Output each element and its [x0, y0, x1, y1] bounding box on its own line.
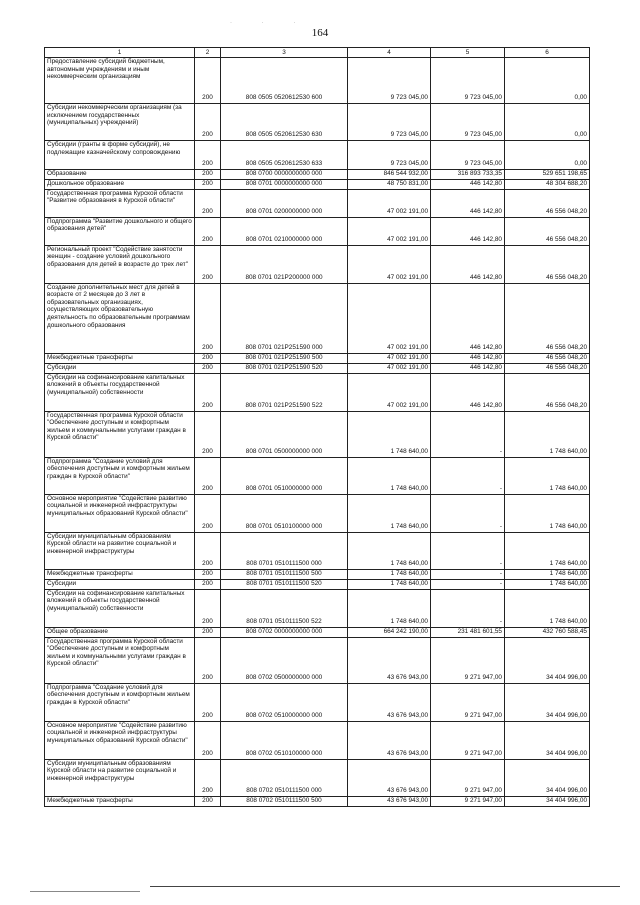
- row-name-cell: Межбюджетные трансферты: [45, 353, 195, 363]
- row-vr-cell: 200: [195, 104, 221, 141]
- row-code-cell: 808 0701 0500000000 000: [221, 411, 348, 457]
- row-col5-cell: 446 142,80: [431, 283, 505, 353]
- row-vr-cell: 200: [195, 411, 221, 457]
- row-col6-cell: 1 748 640,00: [505, 494, 590, 532]
- row-col4-cell: 43 676 943,00: [348, 796, 431, 806]
- row-col5-cell: 9 723 045,00: [431, 141, 505, 170]
- table-row: [45, 721, 590, 759]
- row-name-cell: Субсидии муниципальным образованиям Курской области на развитие социальной и инженерной инфраструктуры: [45, 532, 195, 569]
- table-row: [45, 759, 590, 796]
- row-code-cell: 808 0702 0500000000 000: [221, 637, 348, 683]
- row-name-cell: Создание дополнительных мест для детей в возрасте от 2 месяцев до 3 лет в образовательных организациях, осуществляющих образовательную деятельность по образовательным программам дошкольного образования: [45, 283, 195, 353]
- row-col6-cell: 0,00: [505, 141, 590, 170]
- table-row: [45, 363, 590, 373]
- row-vr-cell: 200: [195, 170, 221, 180]
- row-col6-cell: 1 748 640,00: [505, 589, 590, 627]
- row-code-cell: 808 0701 021P200000 000: [221, 245, 348, 283]
- header-cell: 5: [431, 48, 505, 58]
- table-header-row: [45, 48, 590, 58]
- row-col6-cell: 46 556 048,20: [505, 283, 590, 353]
- row-col6-cell: 1 748 640,00: [505, 411, 590, 457]
- page-number: 164: [311, 27, 329, 39]
- row-vr-cell: 200: [195, 457, 221, 494]
- row-col5-cell: -: [431, 589, 505, 627]
- row-code-cell: 808 0701 0510111500 500: [221, 569, 348, 579]
- row-name-cell: Образование: [45, 170, 195, 180]
- page-bottom-rule-left: [30, 891, 140, 892]
- table-row: [45, 104, 590, 141]
- table-row: [45, 589, 590, 627]
- table-row: [45, 353, 590, 363]
- row-col6-cell: 48 304 688,20: [505, 179, 590, 189]
- row-vr-cell: 200: [195, 569, 221, 579]
- table-row: [45, 283, 590, 353]
- header-cell: 6: [505, 48, 590, 58]
- row-code-cell: 808 0701 021P251590 000: [221, 283, 348, 353]
- row-name-cell: Государственная программа Курской области "Развитие образования в Курской области": [45, 189, 195, 217]
- row-code-cell: 808 0701 0510100000 000: [221, 494, 348, 532]
- row-code-cell: 808 0701 0000000000 000: [221, 179, 348, 189]
- row-col6-cell: 1 748 640,00: [505, 457, 590, 494]
- row-vr-cell: 200: [195, 579, 221, 589]
- row-col5-cell: 446 142,80: [431, 179, 505, 189]
- row-vr-cell: 200: [195, 217, 221, 245]
- row-vr-cell: 200: [195, 637, 221, 683]
- row-code-cell: 808 0701 021P251590 522: [221, 373, 348, 411]
- row-col5-cell: 9 271 947,00: [431, 796, 505, 806]
- budget-table-body: [45, 48, 590, 807]
- row-col4-cell: 846 544 932,00: [348, 170, 431, 180]
- row-col6-cell: 34 404 996,00: [505, 759, 590, 796]
- row-code-cell: 808 0702 0000000000 000: [221, 627, 348, 637]
- table-row: [45, 189, 590, 217]
- row-vr-cell: 200: [195, 245, 221, 283]
- row-col4-cell: 43 676 943,00: [348, 759, 431, 796]
- row-col5-cell: 9 723 045,00: [431, 58, 505, 104]
- row-code-cell: 808 0505 0520612530 630: [221, 104, 348, 141]
- row-col6-cell: 46 556 048,20: [505, 245, 590, 283]
- row-col4-cell: 1 748 640,00: [348, 579, 431, 589]
- row-code-cell: 808 0505 0520612530 600: [221, 58, 348, 104]
- row-name-cell: Субсидии на софинансирование капитальных вложений в объекты государственной (муниципальной) собственности: [45, 373, 195, 411]
- row-vr-cell: 200: [195, 189, 221, 217]
- table-row: [45, 58, 590, 104]
- row-code-cell: 808 0701 0510111500 522: [221, 589, 348, 627]
- row-vr-cell: 200: [195, 179, 221, 189]
- table-row: [45, 579, 590, 589]
- row-code-cell: 808 0700 0000000000 000: [221, 170, 348, 180]
- row-col5-cell: 9 271 947,00: [431, 759, 505, 796]
- row-col5-cell: 446 142,80: [431, 363, 505, 373]
- row-col4-cell: 9 723 045,00: [348, 141, 431, 170]
- row-col6-cell: 46 556 048,20: [505, 353, 590, 363]
- row-col6-cell: 46 556 048,20: [505, 373, 590, 411]
- row-vr-cell: 200: [195, 141, 221, 170]
- row-col4-cell: 1 748 640,00: [348, 494, 431, 532]
- row-col6-cell: 529 651 198,65: [505, 170, 590, 180]
- row-code-cell: 808 0701 021P251590 500: [221, 353, 348, 363]
- row-col4-cell: 1 748 640,00: [348, 532, 431, 569]
- row-code-cell: 808 0701 0210000000 000: [221, 217, 348, 245]
- row-col4-cell: 43 676 943,00: [348, 683, 431, 721]
- row-col4-cell: 47 002 191,00: [348, 373, 431, 411]
- row-col4-cell: 1 748 640,00: [348, 457, 431, 494]
- row-vr-cell: 200: [195, 796, 221, 806]
- table-row: [45, 683, 590, 721]
- row-vr-cell: 200: [195, 494, 221, 532]
- row-col5-cell: 316 893 733,35: [431, 170, 505, 180]
- row-name-cell: Субсидии (гранты в форме субсидий), не подлежащие казначейскому сопровождению: [45, 141, 195, 170]
- row-code-cell: 808 0702 0510000000 000: [221, 683, 348, 721]
- row-col5-cell: 446 142,80: [431, 189, 505, 217]
- row-code-cell: 808 0702 0510100000 000: [221, 721, 348, 759]
- row-col6-cell: 34 404 996,00: [505, 683, 590, 721]
- row-vr-cell: 200: [195, 363, 221, 373]
- row-col4-cell: 47 002 191,00: [348, 363, 431, 373]
- row-col4-cell: 43 676 943,00: [348, 637, 431, 683]
- row-name-cell: Дошкольное образование: [45, 179, 195, 189]
- row-col5-cell: -: [431, 457, 505, 494]
- row-col4-cell: 47 002 191,00: [348, 245, 431, 283]
- row-name-cell: Межбюджетные трансферты: [45, 796, 195, 806]
- row-col5-cell: 446 142,80: [431, 353, 505, 363]
- row-col5-cell: -: [431, 569, 505, 579]
- table-row: [45, 170, 590, 180]
- row-col6-cell: 46 556 048,20: [505, 217, 590, 245]
- table-row: [45, 141, 590, 170]
- row-col4-cell: 664 242 190,00: [348, 627, 431, 637]
- row-name-cell: Субсидии некоммерческим организациям (за исключением государственных (муниципальных) учреждений): [45, 104, 195, 141]
- row-col6-cell: 1 748 640,00: [505, 532, 590, 569]
- scan-specks: · · ·: [230, 20, 310, 26]
- table-row: [45, 627, 590, 637]
- row-code-cell: 808 0701 0510111500 520: [221, 579, 348, 589]
- header-cell: 4: [348, 48, 431, 58]
- row-col6-cell: 432 760 588,45: [505, 627, 590, 637]
- row-vr-cell: 200: [195, 353, 221, 363]
- budget-table: [44, 47, 590, 807]
- row-name-cell: Основное мероприятие "Содействие развитию социальной и инженерной инфраструктуры муниципальных образований Курской области": [45, 721, 195, 759]
- row-col5-cell: 446 142,80: [431, 245, 505, 283]
- row-col4-cell: 43 676 943,00: [348, 721, 431, 759]
- header-cell: 2: [195, 48, 221, 58]
- row-col5-cell: 9 271 947,00: [431, 637, 505, 683]
- row-col5-cell: 231 481 601,55: [431, 627, 505, 637]
- row-col4-cell: 9 723 045,00: [348, 104, 431, 141]
- table-row: [45, 411, 590, 457]
- row-col6-cell: 34 404 996,00: [505, 721, 590, 759]
- row-col6-cell: 34 404 996,00: [505, 637, 590, 683]
- row-col6-cell: 0,00: [505, 104, 590, 141]
- row-col4-cell: 1 748 640,00: [348, 589, 431, 627]
- row-col5-cell: -: [431, 494, 505, 532]
- row-vr-cell: 200: [195, 683, 221, 721]
- row-col6-cell: 1 748 640,00: [505, 569, 590, 579]
- row-col4-cell: 47 002 191,00: [348, 353, 431, 363]
- table-row: [45, 457, 590, 494]
- page-bottom-rule: [150, 886, 620, 887]
- row-name-cell: Государственная программа Курской области "Обеспечение доступным и комфортным жильем и коммунальными услугами граждан в Курской области": [45, 411, 195, 457]
- row-col4-cell: 48 750 831,00: [348, 179, 431, 189]
- row-name-cell: Общее образование: [45, 627, 195, 637]
- row-col5-cell: -: [431, 579, 505, 589]
- row-vr-cell: 200: [195, 58, 221, 104]
- row-name-cell: Подпрограмма "Создание условий для обеспечения доступным и комфортным жильем граждан в Курской области": [45, 683, 195, 721]
- row-name-cell: Субсидии: [45, 579, 195, 589]
- row-name-cell: Подпрограмма "Развитие дошкольного и общего образования детей": [45, 217, 195, 245]
- row-vr-cell: 200: [195, 721, 221, 759]
- row-name-cell: Субсидии муниципальным образованиям Курской области на развитие социальной и инженерной инфраструктуры: [45, 759, 195, 796]
- row-vr-cell: 200: [195, 759, 221, 796]
- row-name-cell: Основное мероприятие "Содействие развитию социальной и инженерной инфраструктуры муниципальных образований Курской области": [45, 494, 195, 532]
- row-col4-cell: 9 723 045,00: [348, 58, 431, 104]
- row-col5-cell: 9 271 947,00: [431, 683, 505, 721]
- row-vr-cell: 200: [195, 532, 221, 569]
- row-col4-cell: 1 748 640,00: [348, 411, 431, 457]
- row-code-cell: 808 0702 0510111500 000: [221, 759, 348, 796]
- row-col5-cell: 9 723 045,00: [431, 104, 505, 141]
- row-name-cell: Субсидии на софинансирование капитальных вложений в объекты государственной (муниципальной) собственности: [45, 589, 195, 627]
- row-col5-cell: 446 142,80: [431, 373, 505, 411]
- row-col6-cell: 34 404 996,00: [505, 796, 590, 806]
- table-row: [45, 179, 590, 189]
- row-vr-cell: 200: [195, 589, 221, 627]
- row-col6-cell: 1 748 640,00: [505, 579, 590, 589]
- row-code-cell: 808 0701 0510111500 000: [221, 532, 348, 569]
- row-code-cell: 808 0701 0200000000 000: [221, 189, 348, 217]
- table-row: [45, 796, 590, 806]
- row-col4-cell: 47 002 191,00: [348, 189, 431, 217]
- row-col6-cell: 46 556 048,20: [505, 363, 590, 373]
- row-col5-cell: -: [431, 532, 505, 569]
- row-col4-cell: 1 748 640,00: [348, 569, 431, 579]
- row-col5-cell: 446 142,80: [431, 217, 505, 245]
- row-col5-cell: -: [431, 411, 505, 457]
- table-row: [45, 245, 590, 283]
- row-code-cell: 808 0702 0510111500 500: [221, 796, 348, 806]
- table-row: [45, 217, 590, 245]
- row-name-cell: Межбюджетные трансферты: [45, 569, 195, 579]
- table-row: [45, 637, 590, 683]
- row-col5-cell: 9 271 947,00: [431, 721, 505, 759]
- header-cell: 1: [45, 48, 195, 58]
- row-col4-cell: 47 002 191,00: [348, 217, 431, 245]
- row-code-cell: 808 0701 0510000000 000: [221, 457, 348, 494]
- table-row: [45, 494, 590, 532]
- row-name-cell: Субсидии: [45, 363, 195, 373]
- table-row: [45, 569, 590, 579]
- row-code-cell: 808 0701 021P251590 520: [221, 363, 348, 373]
- row-vr-cell: 200: [195, 283, 221, 353]
- row-col6-cell: 46 556 048,20: [505, 189, 590, 217]
- row-col4-cell: 47 002 191,00: [348, 283, 431, 353]
- row-name-cell: Государственная программа Курской области "Обеспечение доступным и комфортным жильем и коммунальными услугами граждан в Курской области": [45, 637, 195, 683]
- row-name-cell: Предоставление субсидий бюджетным, автономным учреждениям и иным некоммерческим организациям: [45, 58, 195, 104]
- row-name-cell: Региональный проект "Содействие занятости женщин - создание условий дошкольного образования для детей в возрасте до трех лет": [45, 245, 195, 283]
- header-cell: 3: [221, 48, 348, 58]
- row-col6-cell: 0,00: [505, 58, 590, 104]
- table-row: [45, 373, 590, 411]
- row-name-cell: Подпрограмма "Создание условий для обеспечения доступным и комфортным жильем граждан в Курской области": [45, 457, 195, 494]
- table-row: [45, 532, 590, 569]
- row-code-cell: 808 0505 0520612530 633: [221, 141, 348, 170]
- row-vr-cell: 200: [195, 627, 221, 637]
- row-vr-cell: 200: [195, 373, 221, 411]
